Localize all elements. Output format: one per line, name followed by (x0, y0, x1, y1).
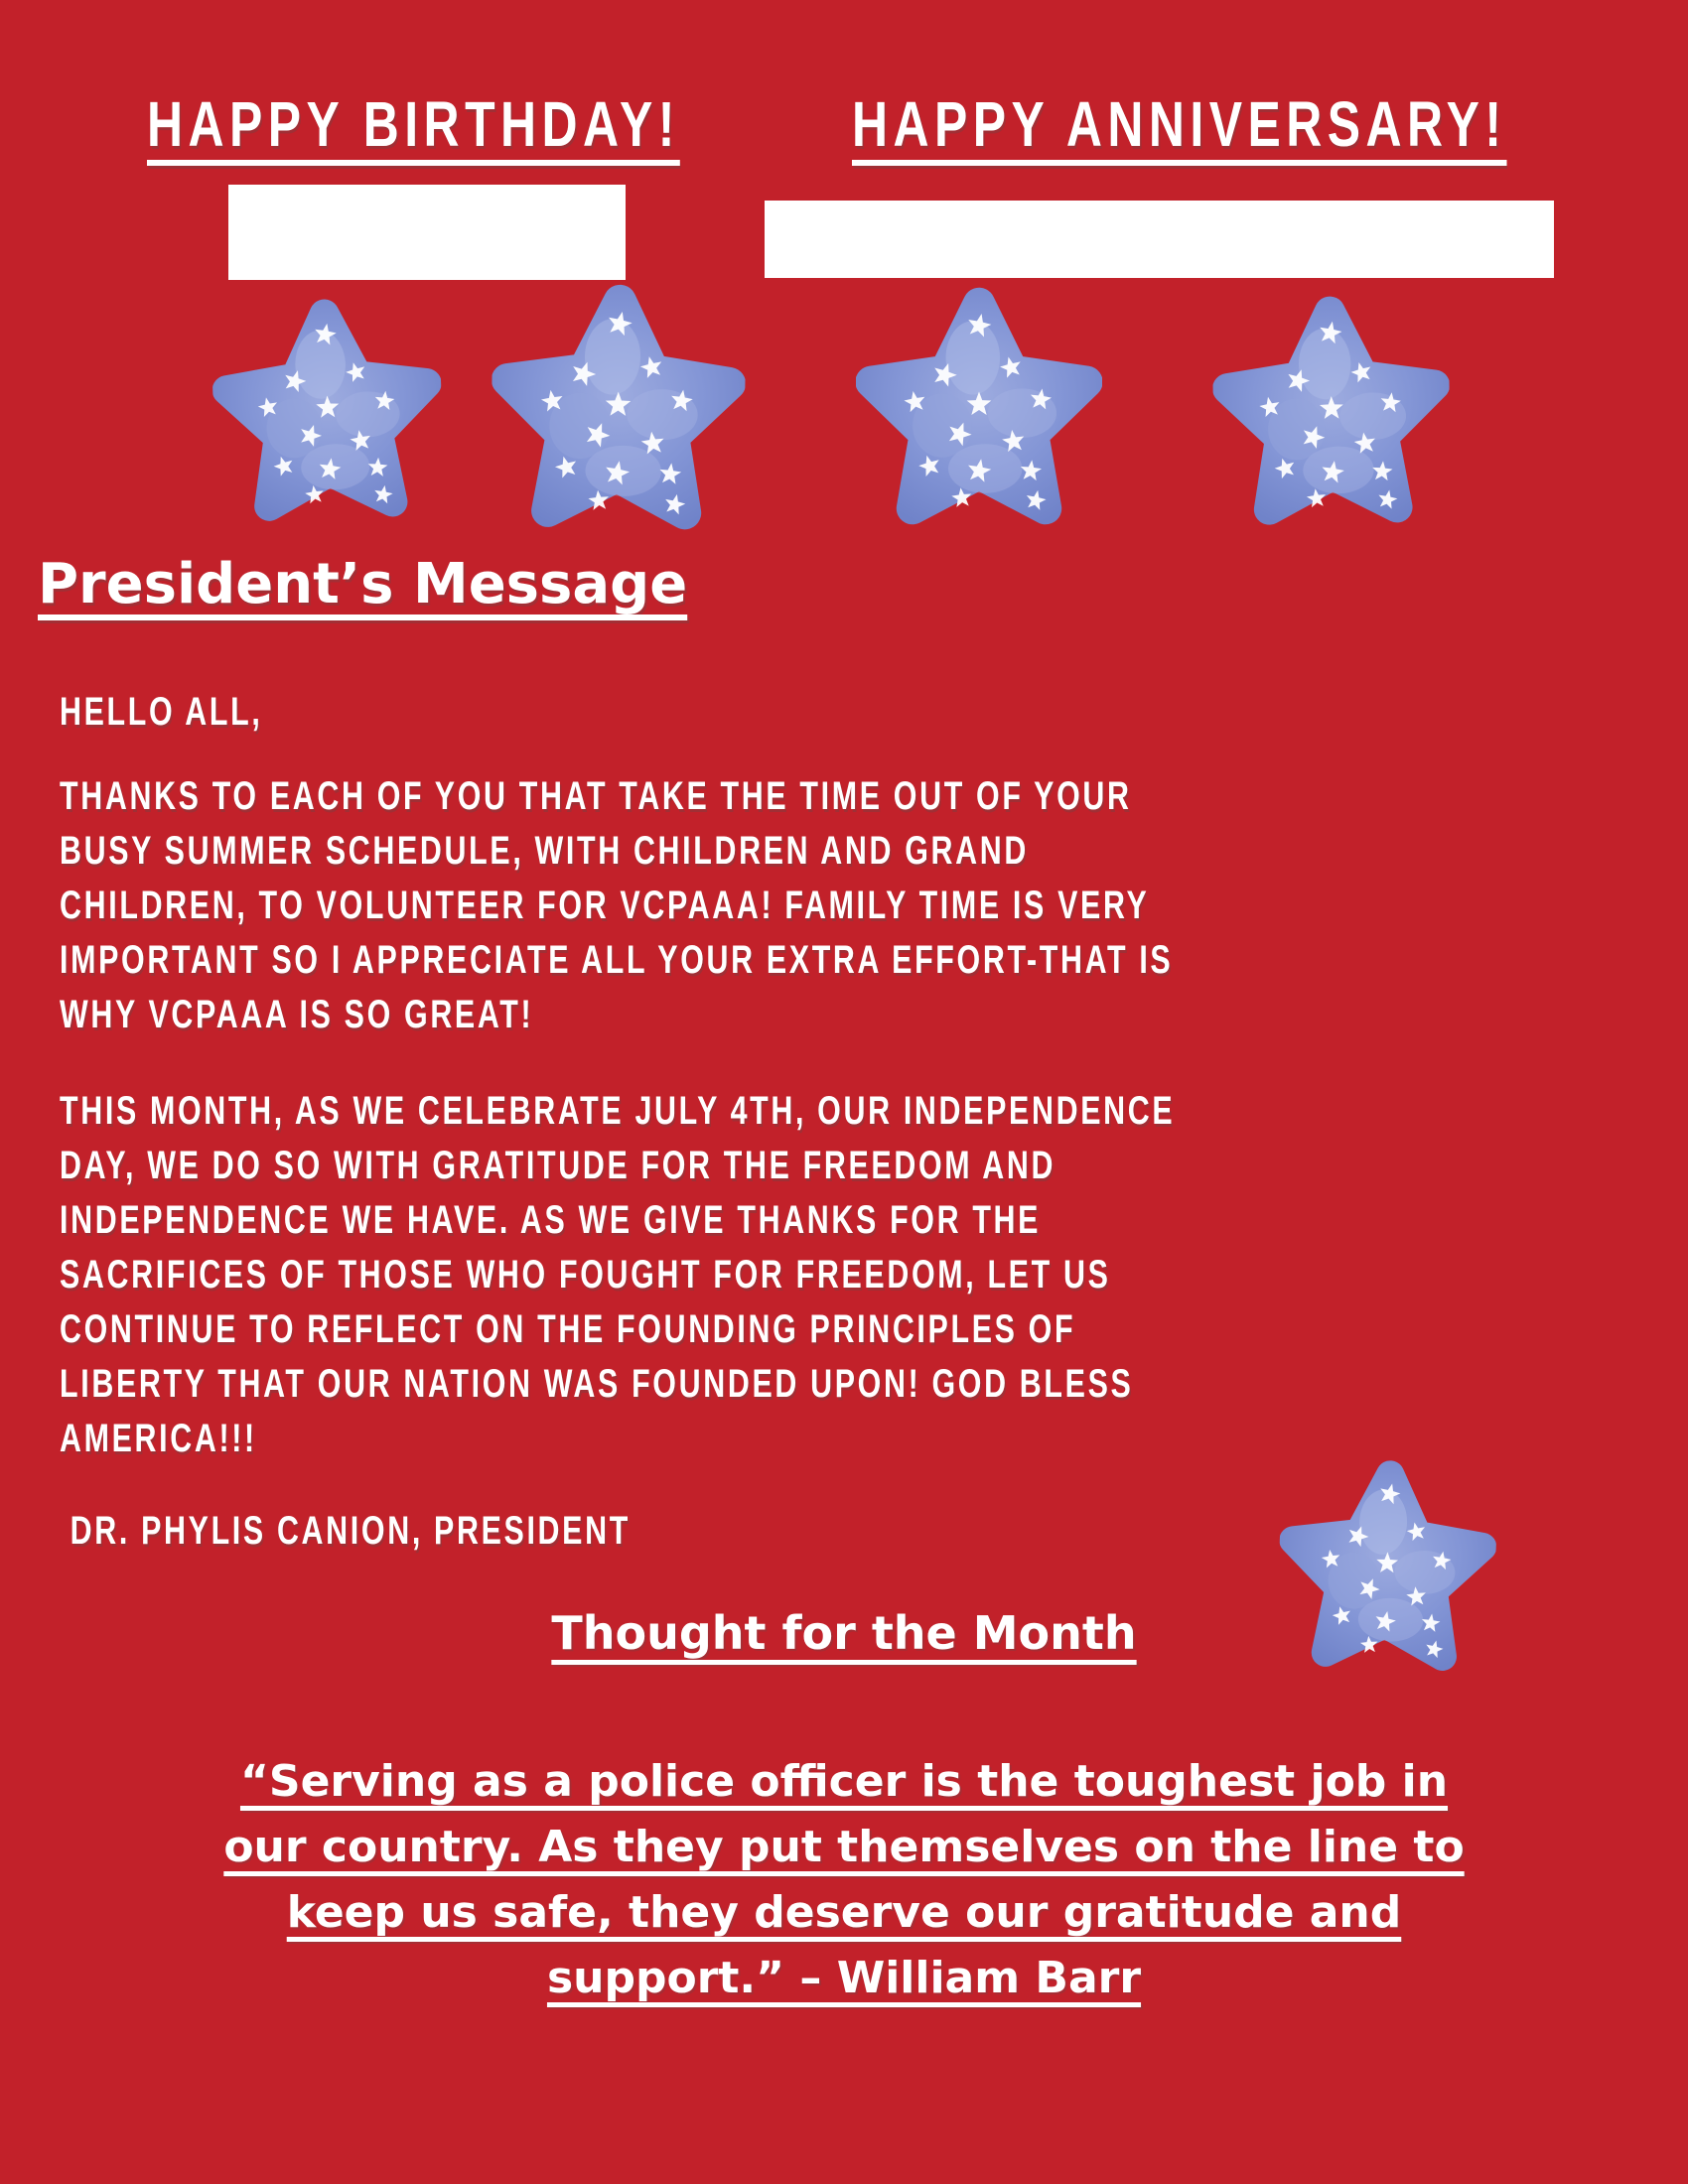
message-line: INDEPENDENCE WE HAVE. AS WE GIVE THANKS FOR THE (60, 1198, 1042, 1242)
message-line: DAY, WE DO SO WITH GRATITUDE FOR THE FREEDOM AND (60, 1144, 1056, 1187)
message-line: SACRIFICES OF THOSE WHO FOUGHT FOR FREEDOM, LET US (60, 1253, 1111, 1297)
patriotic-star-icon (1211, 291, 1452, 531)
patriotic-star-icon (490, 279, 747, 536)
patriotic-star-icon (210, 292, 446, 528)
message-line: THANKS TO EACH OF YOU THAT TAKE THE TIME OUT OF YOUR (60, 774, 1132, 818)
message-line: LIBERTY THAT OUR NATION WAS FOUNDED UPON! GOD BLESS (60, 1362, 1134, 1406)
presidents-message-title: President’s Message (38, 552, 688, 616)
patriotic-star-icon (856, 284, 1102, 530)
message-line: CHILDREN, TO VOLUNTEER FOR VCPAAA! FAMILY TIME IS VERY (60, 884, 1150, 927)
anniversary-names-box (765, 201, 1554, 278)
quote-line: support.” – William Barr (546, 1953, 1142, 2003)
happy-anniversary-heading: HAPPY ANNIVERSARY! (852, 88, 1507, 160)
quote-line: “Serving as a police officer is the toughest job in (239, 1756, 1449, 1807)
presidents-message-body (60, 685, 1175, 1559)
thought-for-month-title: Thought for the Month (551, 1606, 1137, 1660)
message-line: BUSY SUMMER SCHEDULE, WITH CHILDREN AND GRAND (60, 829, 1029, 873)
message-greeting: HELLO ALL, (60, 690, 263, 734)
message-line: WHY VCPAAA IS SO GREAT! (60, 993, 534, 1036)
message-line: THIS MONTH, AS WE CELEBRATE JULY 4TH, OUR INDEPENDENCE (60, 1089, 1176, 1133)
message-line: CONTINUE TO REFLECT ON THE FOUNDING PRINCIPLES OF (60, 1307, 1076, 1351)
quote-line: our country. As they put themselves on the line to (223, 1822, 1465, 1872)
monthly-quote (15, 1749, 1673, 2011)
message-paragraph-1 (60, 769, 1175, 1042)
message-line: IMPORTANT SO I APPRECIATE ALL YOUR EXTRA EFFORT-THAT IS (60, 938, 1174, 982)
happy-birthday-heading: HAPPY BIRTHDAY! (147, 88, 680, 160)
message-paragraph-2 (60, 1084, 1175, 1466)
president-signature: DR. PHYLIS CANION, PRESIDENT (70, 1509, 631, 1553)
message-line: AMERICA!!! (60, 1417, 257, 1460)
birthday-names-box (228, 185, 626, 280)
quote-line: keep us safe, they deserve our gratitude and (286, 1887, 1402, 1938)
